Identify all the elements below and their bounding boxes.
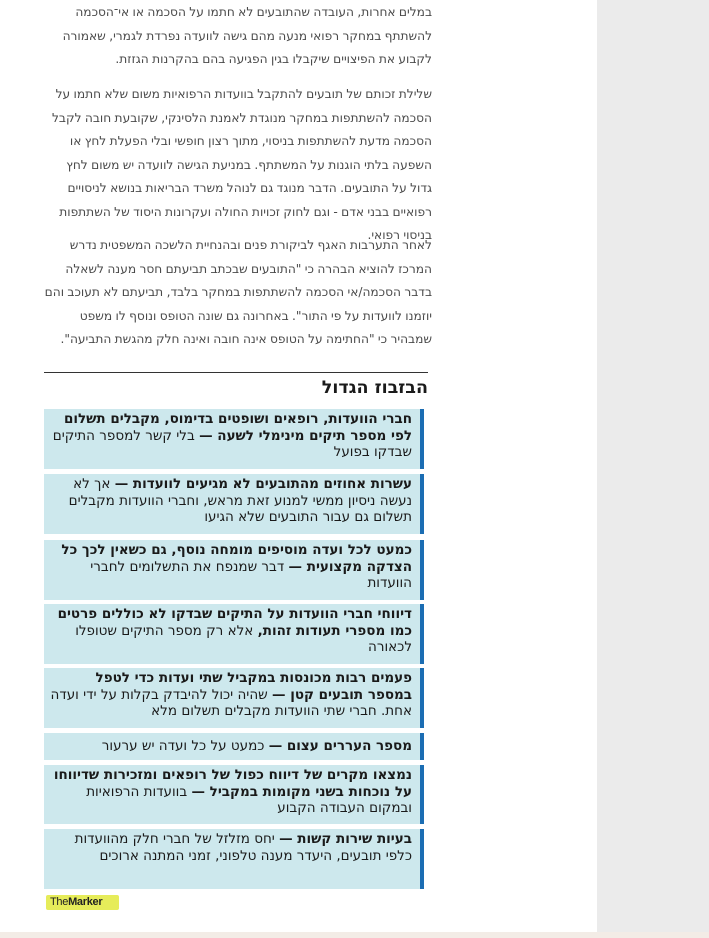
box-item-bold: עשרות אחוזים מהתובעים לא מגיעים לוועדות —	[114, 476, 412, 492]
bottom-strip	[0, 932, 709, 938]
box-item	[44, 829, 424, 889]
box-item-bold: כמעט לכל ועדה מוסיפים מומחה נוסף, גם כשאין לכך כל הצדקה מקצועית —	[61, 542, 412, 575]
box-item-text: אך לא נעשה ניסיון ממשי למנוע זאת מראש, וחברי הוועדות מקבלים תשלום גם עבור התובעים שלא הגיעו	[68, 476, 412, 525]
box-item-text: בוועדות הרפואיות ובמקום העבודה הקבוע	[86, 783, 412, 816]
box-item-bold: בעיות שירות קשות —	[279, 831, 412, 847]
box-item-bold: פעמים רבות מכונסות במקביל שתי ועדות כדי לטפל במספר תובעים קטן —	[95, 670, 412, 703]
box-item	[44, 604, 424, 664]
box-item	[44, 668, 424, 728]
logo-part1: The	[50, 896, 69, 908]
logo-part2: Marker	[68, 896, 103, 908]
article-paragraph: שלילת זכותם של תובעים להתקבל בוועדות הרפואיות משום שלא חתמו על הסכמה להשתתפות במחקר מנוגדת לאמנת הלסינקי, שקובעת חובה לקבל הסכמה מדעת להשתתפות בניסוי, מתוך רצון חופשי ובלי הפעלת לחץ או השפעה בלתי הוגנות על המשתתף. במניעת הגישה לוועדה יש משום לחץ גדול על התובעים. הדבר מנוגד גם לנוהל משרד הבריאות בנושא לניסויים רפואיים בבני אדם - וגם לחוק זכויות החולה ועקרונות היסוד של השתתפות בניסוי רפואי.	[51, 87, 432, 242]
box-item	[44, 540, 424, 600]
box-item-text: כמעט על כל ועדה יש ערעור	[101, 738, 269, 754]
box-item	[44, 474, 424, 534]
sidebar-box-title: הבזבוז הגדול	[321, 378, 428, 398]
box-item	[44, 765, 424, 824]
box-item-text: בלי קשר למספר התיקים שבדקו בפועל	[52, 427, 412, 460]
box-item-bold: מספר העררים עצום —	[268, 738, 412, 754]
section-divider	[44, 372, 428, 373]
box-item	[44, 409, 424, 469]
themarker-logo	[46, 895, 119, 910]
article-paragraph: לאחר התערבות האגף לביקורת פנים ובהנחיית הלשכה המשפטית נדרש המרכז להוציא הבהרה כי "התובעים שבכתב תביעתם חסר מענה לשאלה בדבר הסכמה/אי הסכמה להשתתפות במחקר בלבד, תביעתם לא תעוכב והם יוזמנו לוועדות על פי התור". באחרונה גם שונה הטופס ונוסף לו משפט שמבהיר כי "החתימה על הטופס אינה חובה ואינה חלק מהגשת התביעה".	[44, 238, 432, 346]
box-item	[44, 733, 424, 760]
box-item-bold: נמצאו מקרים של דיווח כפול של רופאים ומזכירות שדיווחו על נוכחות בשני מקומות במקביל —	[53, 767, 412, 800]
box-item-bold: דיווחי חברי הוועדות על התיקים שבדקו לא כוללים פרטים כמו מספרי תעודות זהות,	[57, 606, 412, 639]
right-gray-margin	[597, 0, 709, 938]
box-item-bold: חברי הוועדות, רופאים ושופטים בדימוס, מקבלים תשלום לפי מספר תיקים מינימלי לשעה —	[63, 411, 412, 444]
box-item-text: אלא רק מספר התיקים שטופלו לכאורה	[75, 622, 412, 655]
box-item-text: שהיה יכול להיבדק בקלות על ידי ועדה אחת. חברי שתי הוועדות מקבלים תשלום מלא	[50, 686, 412, 719]
box-item-text: דבר שמנפח את התשלומים לחברי הוועדות	[90, 558, 412, 591]
box-item-text: יחס מזלזל של חברי חלק מהוועדות כלפי תובעים, היעדר מענה טלפוני, זמני המתנה ארוכים	[74, 831, 412, 864]
article-paragraph: במלים אחרות, העובדה שהתובעים לא חתמו על הסכמה או אי־הסכמה להשתתף במחקר רפואי מנעה מהם גישה לוועדה נפרדת לגמרי, שאמורה לקבוע את הפיצויים שיקבלו בגין הפגיעה בהם בהקרנות הגזזת.	[62, 5, 432, 66]
